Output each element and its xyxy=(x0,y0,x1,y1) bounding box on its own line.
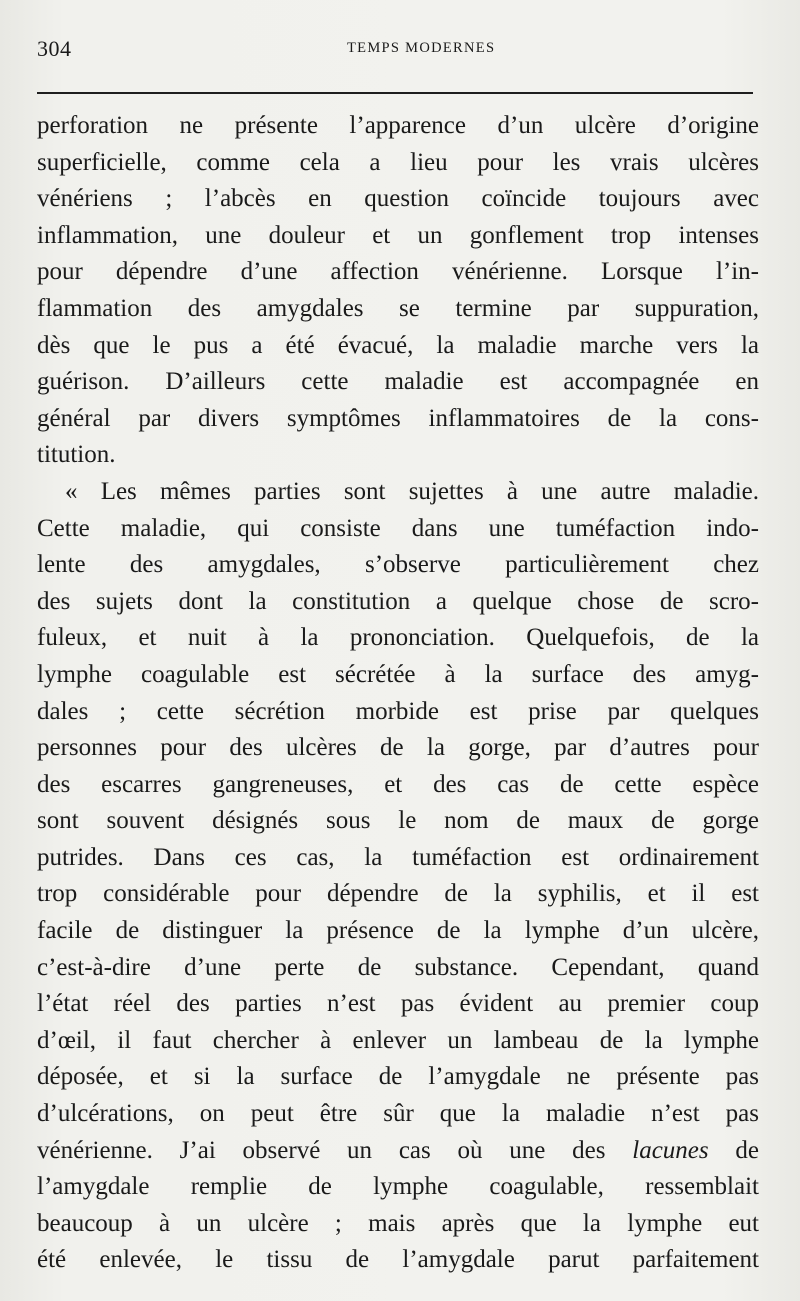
text-line: « Les mêmes parties sont sujettes à une autre maladie. xyxy=(65,477,759,505)
text-line: inflammation, une douleur et un gonflement trop intenses xyxy=(37,221,759,249)
text-line: facile de distinguer la présence de la lymphe d’un ulcère, xyxy=(37,917,759,945)
text-segment: vénérienne. J’ai observé un cas où une des xyxy=(37,1136,606,1164)
text-line: des sujets dont la constitution a quelque chose de scro- xyxy=(37,587,759,615)
text-line: pour dépendre d’une affection vénérienne. Lorsque l’in- xyxy=(37,258,759,286)
text-line: beaucoup à un ulcère ; mais après que la lymphe eut xyxy=(37,1209,759,1237)
text-line: trop considérable pour dépendre de la syphilis, et il est xyxy=(37,880,759,908)
text-line: Cette maladie, qui consiste dans une tuméfaction indo- xyxy=(37,514,759,542)
text-line: lente des amygdales, s’observe particulièrement chez xyxy=(37,551,759,579)
page-header xyxy=(37,36,753,66)
text-line: l’amygdale remplie de lymphe coagulable, ressemblait xyxy=(37,1173,759,1201)
text-line: putrides. Dans ces cas, la tuméfaction est ordinairement xyxy=(37,843,759,871)
text-line: perforation ne présente l’apparence d’un ulcère d’origine xyxy=(37,112,759,139)
text-line: l’état réel des parties n’est pas évident au premier coup xyxy=(37,990,759,1018)
text-line: d’œil, il faut chercher à enlever un lambeau de la lymphe xyxy=(37,1026,759,1054)
body-text xyxy=(37,108,759,1279)
text-line-with-italic xyxy=(37,1133,759,1170)
text-line: dales ; cette sécrétion morbide est prise par quelques xyxy=(37,697,759,725)
text-line: général par divers symptômes inflammatoires de la cons- xyxy=(37,404,759,432)
text-line: flammation des amygdales se termine par suppuration, xyxy=(37,294,759,322)
text-line: sont souvent désignés sous le nom de maux de gorge xyxy=(37,807,759,835)
text-line: été enlevée, le tissu de l’amygdale parut parfaitement xyxy=(37,1246,759,1274)
header-rule xyxy=(37,92,753,94)
running-title: TEMPS MODERNES xyxy=(347,40,496,56)
text-line: déposée, et si la surface de l’amygdale ne présente pas xyxy=(37,1063,759,1091)
text-line: des escarres gangreneuses, et des cas de cette espèce xyxy=(37,770,759,798)
text-line: fuleux, et nuit à la prononciation. Quelquefois, de la xyxy=(37,624,759,652)
text-line: vénériens ; l’abcès en question coïncide toujours avec xyxy=(37,185,759,213)
text-line: personnes pour des ulcères de la gorge, par d’autres pour xyxy=(37,734,759,762)
text-line: c’est-à-dire d’une perte de substance. Cependant, quand xyxy=(37,953,759,981)
text-line: dès que le pus a été évacué, la maladie marche vers la xyxy=(37,331,759,359)
italic-term: lacunes xyxy=(632,1136,709,1164)
text-line: titution. xyxy=(37,441,116,469)
text-line: superficielle, comme cela a lieu pour les vrais ulcères xyxy=(37,148,759,176)
text-segment: de xyxy=(735,1136,760,1164)
text-line: lymphe coagulable est sécrétée à la surface des amyg- xyxy=(37,660,759,688)
text-line: guérison. D’ailleurs cette maladie est accompagnée en xyxy=(37,368,759,396)
text-line: d’ulcérations, on peut être sûr que la maladie n’est pas xyxy=(37,1100,759,1128)
page-number: 304 xyxy=(37,36,72,61)
